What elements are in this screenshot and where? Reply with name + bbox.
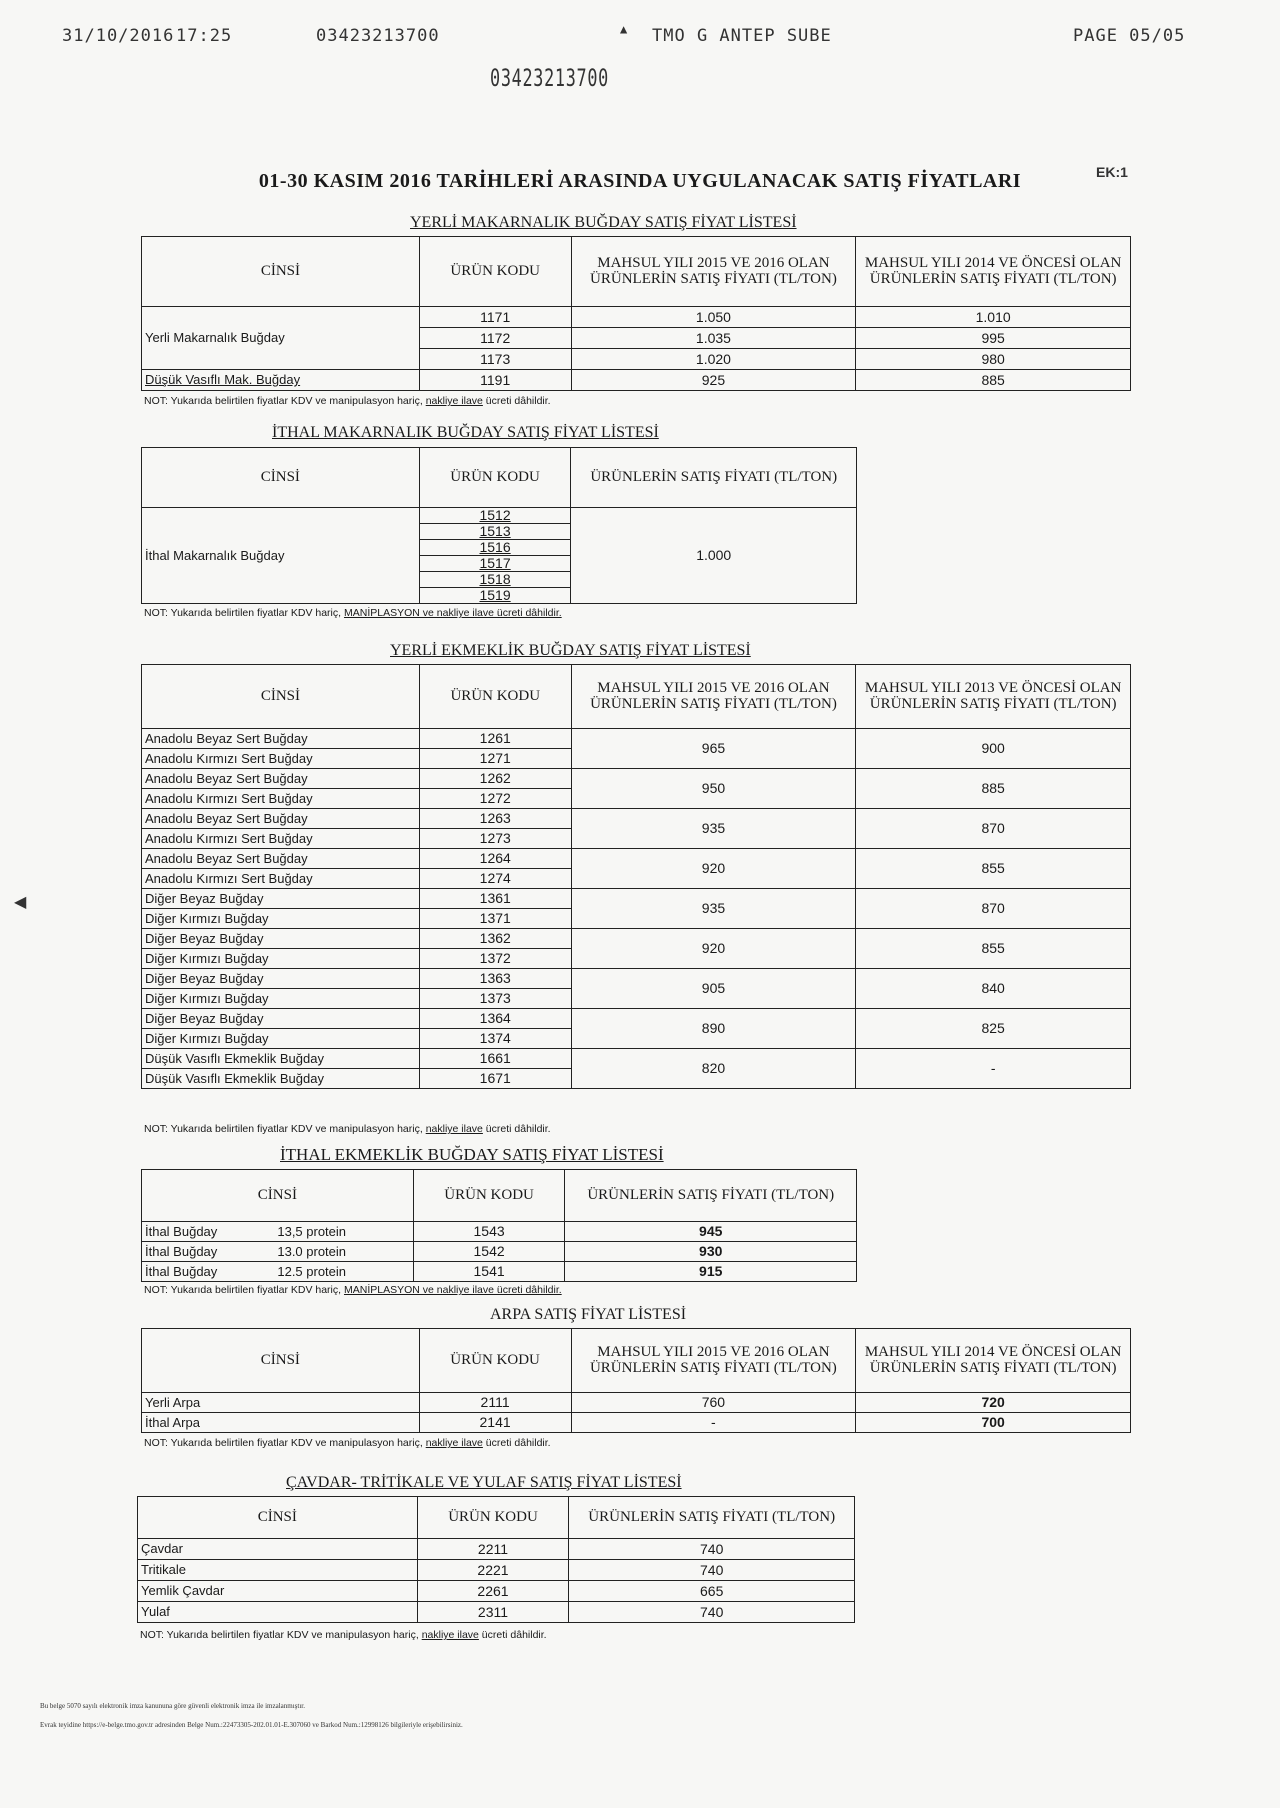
cinsi-cell: Anadolu Beyaz Sert Buğday — [142, 849, 420, 869]
code-cell: 1273 — [419, 829, 571, 849]
table-row — [142, 1242, 857, 1262]
code-cell: 1518 — [419, 572, 571, 588]
code-cell: 1374 — [419, 1029, 571, 1049]
code-cell: 1191 — [419, 370, 571, 391]
cinsi-cell: İthal Buğday — [142, 1262, 275, 1282]
fax-station: TMO G ANTEP SUBE — [652, 26, 832, 46]
cinsi-cell: İthal Buğday — [142, 1242, 275, 1262]
table-row — [138, 1539, 855, 1560]
header-price-2013-oncesi: MAHSUL YILI 2013 VE ÖNCESİ OLAN ÜRÜNLERİN SATIŞ FİYATI (TL/TON) — [856, 665, 1131, 729]
header-cinsi: CİNSİ — [142, 237, 420, 307]
cavdar-title: ÇAVDAR- TRİTİKALE VE YULAF SATIŞ FİYAT LİSTESİ — [286, 1474, 682, 1491]
table-row — [142, 1393, 1131, 1413]
price-cell: 740 — [569, 1539, 855, 1560]
cinsi-cell: Düşük Vasıflı Ekmeklik Buğday — [142, 1049, 420, 1069]
table-row — [142, 1222, 857, 1242]
footer-signature-line: Bu belge 5070 sayılı elektronik imza kanununa göre güvenli elektronik imza ile imzalanmıştır. — [40, 1702, 305, 1710]
header-urun-kodu: ÜRÜN KODU — [419, 665, 571, 729]
table-row — [142, 969, 1131, 989]
cinsi-cell: Diğer Kırmızı Buğday — [142, 909, 420, 929]
header-price-2014-oncesi: MAHSUL YILI 2014 VE ÖNCESİ OLAN ÜRÜNLERİN SATIŞ FİYATI (TL/TON) — [856, 237, 1131, 307]
table-row — [142, 1009, 1131, 1029]
code-cell: 1264 — [419, 849, 571, 869]
code-cell: 1542 — [413, 1242, 565, 1262]
header-price-2015-2016: MAHSUL YILI 2015 VE 2016 OLAN ÜRÜNLERİN SATIŞ FİYATI (TL/TON) — [571, 665, 856, 729]
cinsi-cell: Diğer Beyaz Buğday — [142, 929, 420, 949]
price-cell: 920 — [571, 849, 856, 889]
code-cell: 1373 — [419, 989, 571, 1009]
price-old-cell: 885 — [856, 370, 1131, 391]
cinsi-cell: Anadolu Kırmızı Sert Buğday — [142, 829, 420, 849]
code-cell: 1516 — [419, 540, 571, 556]
code-cell: 1362 — [419, 929, 571, 949]
price-old-cell: 870 — [856, 889, 1131, 929]
document-title: 01-30 KASIM 2016 TARİHLERİ ARASINDA UYGULANACAK SATIŞ FİYATLARI — [258, 170, 1022, 192]
code-cell: 1671 — [419, 1069, 571, 1089]
yerli-makarnalik-note: NOT: Yukarıda belirtilen fiyatlar KDV ve manipulasyon hariç, nakliye ilave ücreti dâhildir. — [144, 395, 551, 407]
cavdar-note: NOT: Yukarıda belirtilen fiyatlar KDV ve manipulasyon hariç, nakliye ilave ücreti dâhildir. — [140, 1629, 547, 1641]
table-row — [142, 508, 857, 524]
stamp-number: 03423213700 — [490, 64, 609, 92]
ithal-ekmeklik-note: NOT: Yukarıda belirtilen fiyatlar KDV hariç, MANİPLASYON ve nakliye ilave ücreti dâhildir. — [144, 1284, 562, 1296]
fax-date: 31/10/2016 — [62, 26, 175, 46]
price-old-cell: 870 — [856, 809, 1131, 849]
cinsi-cell: Diğer Kırmızı Buğday — [142, 1029, 420, 1049]
footer-verification-line: Evrak teyidine https://e-belge.tmo.gov.tr adresinden Belge Num.:22473305-202.01.01-E.307060 ve Barkod Num.:12998126 bilgileriyle erişebilirsiniz. — [40, 1721, 463, 1729]
ithal-makarnalik-title: İTHAL MAKARNALIK BUĞDAY SATIŞ FİYAT LİSTESİ — [272, 424, 659, 441]
table-row — [142, 929, 1131, 949]
price-old-cell: 885 — [856, 769, 1131, 809]
fax-sender-number: 03423213700 — [316, 26, 440, 46]
price-old-cell: 855 — [856, 849, 1131, 889]
price-old-cell: 825 — [856, 1009, 1131, 1049]
cinsi-cell: Diğer Kırmızı Buğday — [142, 949, 420, 969]
price-cell: 935 — [571, 809, 856, 849]
code-cell: 1372 — [419, 949, 571, 969]
code-cell: 2211 — [417, 1539, 569, 1560]
table-row — [142, 809, 1131, 829]
header-urun-kodu: ÜRÜN KODU — [419, 448, 571, 508]
yerli-ekmeklik-title: YERLİ EKMEKLİK BUĞDAY SATIŞ FİYAT LİSTESİ — [390, 642, 751, 659]
cinsi-cell: Diğer Beyaz Buğday — [142, 1009, 420, 1029]
cinsi-cell: Diğer Kırmızı Buğday — [142, 989, 420, 1009]
price-cell: 905 — [571, 969, 856, 1009]
code-cell: 1512 — [419, 508, 571, 524]
price-cell: 950 — [571, 769, 856, 809]
price-cell: 915 — [565, 1262, 857, 1282]
cinsi-cell: İthal Buğday — [142, 1222, 275, 1242]
code-cell: 1261 — [419, 729, 571, 749]
cinsi-cell: Anadolu Kırmızı Sert Buğday — [142, 749, 420, 769]
fax-header — [0, 22, 1280, 52]
cinsi-cell: Yerli Arpa — [142, 1393, 420, 1413]
yerli-makarnalik-table — [141, 236, 1131, 391]
code-cell: 2311 — [417, 1602, 569, 1623]
code-cell: 2261 — [417, 1581, 569, 1602]
ithal-makarnalik-note: NOT: Yukarıda belirtilen fiyatlar KDV hariç, MANİPLASYON ve nakliye ilave ücreti dâhildir. — [144, 607, 562, 619]
code-cell: 1363 — [419, 969, 571, 989]
code-cell: 1361 — [419, 889, 571, 909]
cinsi-cell: Düşük Vasıflı Ekmeklik Buğday — [142, 1069, 420, 1089]
price-cell: 1.035 — [571, 328, 856, 349]
table-row — [142, 1413, 1131, 1433]
header-price-2014-oncesi: MAHSUL YILI 2014 VE ÖNCESİ OLAN ÜRÜNLERİN SATIŞ FİYATI (TL/TON) — [856, 1329, 1131, 1393]
price-cell: 665 — [569, 1581, 855, 1602]
ithal-ekmeklik-title: İTHAL EKMEKLİK BUĞDAY SATIŞ FİYAT LİSTESİ — [280, 1145, 664, 1164]
table-row — [142, 889, 1131, 909]
header-cinsi: CİNSİ — [142, 1170, 414, 1222]
price-cell: 740 — [569, 1560, 855, 1581]
price-cell: 945 — [565, 1222, 857, 1242]
price-old-cell: 840 — [856, 969, 1131, 1009]
cinsi-cell: Anadolu Beyaz Sert Buğday — [142, 769, 420, 789]
table-row — [142, 1049, 1131, 1069]
price-cell: 925 — [571, 370, 856, 391]
header-urun-kodu: ÜRÜN KODU — [417, 1497, 569, 1539]
code-cell: 1272 — [419, 789, 571, 809]
price-cell: 935 — [571, 889, 856, 929]
code-cell: 1513 — [419, 524, 571, 540]
price-old-cell: 700 — [856, 1413, 1131, 1433]
code-cell: 1519 — [419, 588, 571, 604]
header-cinsi: CİNSİ — [142, 665, 420, 729]
code-cell: 1543 — [413, 1222, 565, 1242]
triangle-left-icon: ◀ — [14, 894, 27, 911]
protein-cell: 12.5 protein — [274, 1262, 413, 1282]
code-cell: 1274 — [419, 869, 571, 889]
table-row — [142, 1262, 857, 1282]
cinsi-cell: Anadolu Beyaz Sert Buğday — [142, 809, 420, 829]
table-row — [138, 1560, 855, 1581]
price-old-cell: 720 — [856, 1393, 1131, 1413]
table-row — [142, 769, 1131, 789]
header-urun-kodu: ÜRÜN KODU — [413, 1170, 565, 1222]
cinsi-cell: Tritikale — [138, 1560, 418, 1581]
arpa-note: NOT: Yukarıda belirtilen fiyatlar KDV ve manipulasyon hariç, nakliye ilave ücreti dâhildir. — [144, 1437, 551, 1449]
yerli-ekmeklik-table — [141, 664, 1131, 1089]
cinsi-cell: Diğer Beyaz Buğday — [142, 889, 420, 909]
cinsi-cell: İthal Arpa — [142, 1413, 420, 1433]
code-cell: 1661 — [419, 1049, 571, 1069]
code-cell: 1541 — [413, 1262, 565, 1282]
table-row — [138, 1581, 855, 1602]
cinsi-cell: Anadolu Kırmızı Sert Buğday — [142, 789, 420, 809]
price-cell: 740 — [569, 1602, 855, 1623]
table-row — [142, 307, 1131, 328]
cinsi-cell: Diğer Beyaz Buğday — [142, 969, 420, 989]
price-cell: - — [571, 1413, 856, 1433]
code-cell: 1371 — [419, 909, 571, 929]
price-old-cell: - — [856, 1049, 1131, 1089]
header-urun-kodu: ÜRÜN KODU — [419, 237, 571, 307]
code-cell: 1263 — [419, 809, 571, 829]
header-cinsi: CİNSİ — [138, 1497, 418, 1539]
header-price-2015-2016: MAHSUL YILI 2015 VE 2016 OLAN ÜRÜNLERİN SATIŞ FİYATI (TL/TON) — [571, 1329, 856, 1393]
table-row — [142, 370, 1131, 391]
price-cell: 1.000 — [571, 508, 857, 604]
protein-cell: 13.0 protein — [274, 1242, 413, 1262]
cinsi-cell: İthal Makarnalık Buğday — [142, 508, 420, 604]
cinsi-cell: Anadolu Beyaz Sert Buğday — [142, 729, 420, 749]
price-cell: 820 — [571, 1049, 856, 1089]
code-cell: 1173 — [419, 349, 571, 370]
yerli-makarnalik-title: YERLİ MAKARNALIK BUĞDAY SATIŞ FİYAT LİSTESİ — [410, 214, 797, 231]
price-cell: 965 — [571, 729, 856, 769]
cinsi-cell: Anadolu Kırmızı Sert Buğday — [142, 869, 420, 889]
price-cell: 1.050 — [571, 307, 856, 328]
code-cell: 1271 — [419, 749, 571, 769]
code-cell: 1171 — [419, 307, 571, 328]
code-cell: 1364 — [419, 1009, 571, 1029]
header-cinsi: CİNSİ — [142, 1329, 420, 1393]
price-old-cell: 980 — [856, 349, 1131, 370]
ithal-ekmeklik-table — [141, 1169, 857, 1282]
header-satis-fiyati: ÜRÜNLERİN SATIŞ FİYATI (TL/TON) — [571, 448, 857, 508]
table-row — [138, 1602, 855, 1623]
code-cell: 1262 — [419, 769, 571, 789]
code-cell: 1517 — [419, 556, 571, 572]
header-cinsi: CİNSİ — [142, 448, 420, 508]
code-cell: 2111 — [419, 1393, 571, 1413]
price-old-cell: 995 — [856, 328, 1131, 349]
triangle-up-icon: ▲ — [620, 22, 629, 36]
cinsi-cell: Yemlik Çavdar — [138, 1581, 418, 1602]
fax-page: PAGE 05/05 — [1073, 26, 1186, 46]
code-cell: 2141 — [419, 1413, 571, 1433]
cinsi-cell: Düşük Vasıflı Mak. Buğday — [142, 370, 420, 391]
price-cell: 760 — [571, 1393, 856, 1413]
price-cell: 890 — [571, 1009, 856, 1049]
price-old-cell: 900 — [856, 729, 1131, 769]
cinsi-cell: Çavdar — [138, 1539, 418, 1560]
price-cell: 920 — [571, 929, 856, 969]
header-satis-fiyati: ÜRÜNLERİN SATIŞ FİYATI (TL/TON) — [565, 1170, 857, 1222]
price-cell: 930 — [565, 1242, 857, 1262]
price-old-cell: 1.010 — [856, 307, 1131, 328]
protein-cell: 13,5 protein — [274, 1222, 413, 1242]
table-row — [142, 729, 1131, 749]
yerli-ekmeklik-note: NOT: Yukarıda belirtilen fiyatlar KDV ve manipulasyon hariç, nakliye ilave ücreti dâhildir. — [144, 1123, 551, 1135]
cavdar-table — [137, 1496, 855, 1623]
code-cell: 1172 — [419, 328, 571, 349]
fax-time: 17:25 — [176, 26, 233, 46]
header-urun-kodu: ÜRÜN KODU — [419, 1329, 571, 1393]
ithal-makarnalik-table — [141, 447, 857, 604]
cinsi-cell: Yulaf — [138, 1602, 418, 1623]
code-cell: 2221 — [417, 1560, 569, 1581]
annex-label: EK:1 — [1096, 164, 1128, 180]
header-price-2015-2016: MAHSUL YILI 2015 VE 2016 OLAN ÜRÜNLERİN SATIŞ FİYATI (TL/TON) — [571, 237, 856, 307]
arpa-table — [141, 1328, 1131, 1433]
price-cell: 1.020 — [571, 349, 856, 370]
arpa-title: ARPA SATIŞ FİYAT LİSTESİ — [490, 1306, 687, 1323]
price-old-cell: 855 — [856, 929, 1131, 969]
table-row — [142, 849, 1131, 869]
cinsi-cell: Yerli Makarnalık Buğday — [142, 307, 420, 370]
header-satis-fiyati: ÜRÜNLERİN SATIŞ FİYATI (TL/TON) — [569, 1497, 855, 1539]
